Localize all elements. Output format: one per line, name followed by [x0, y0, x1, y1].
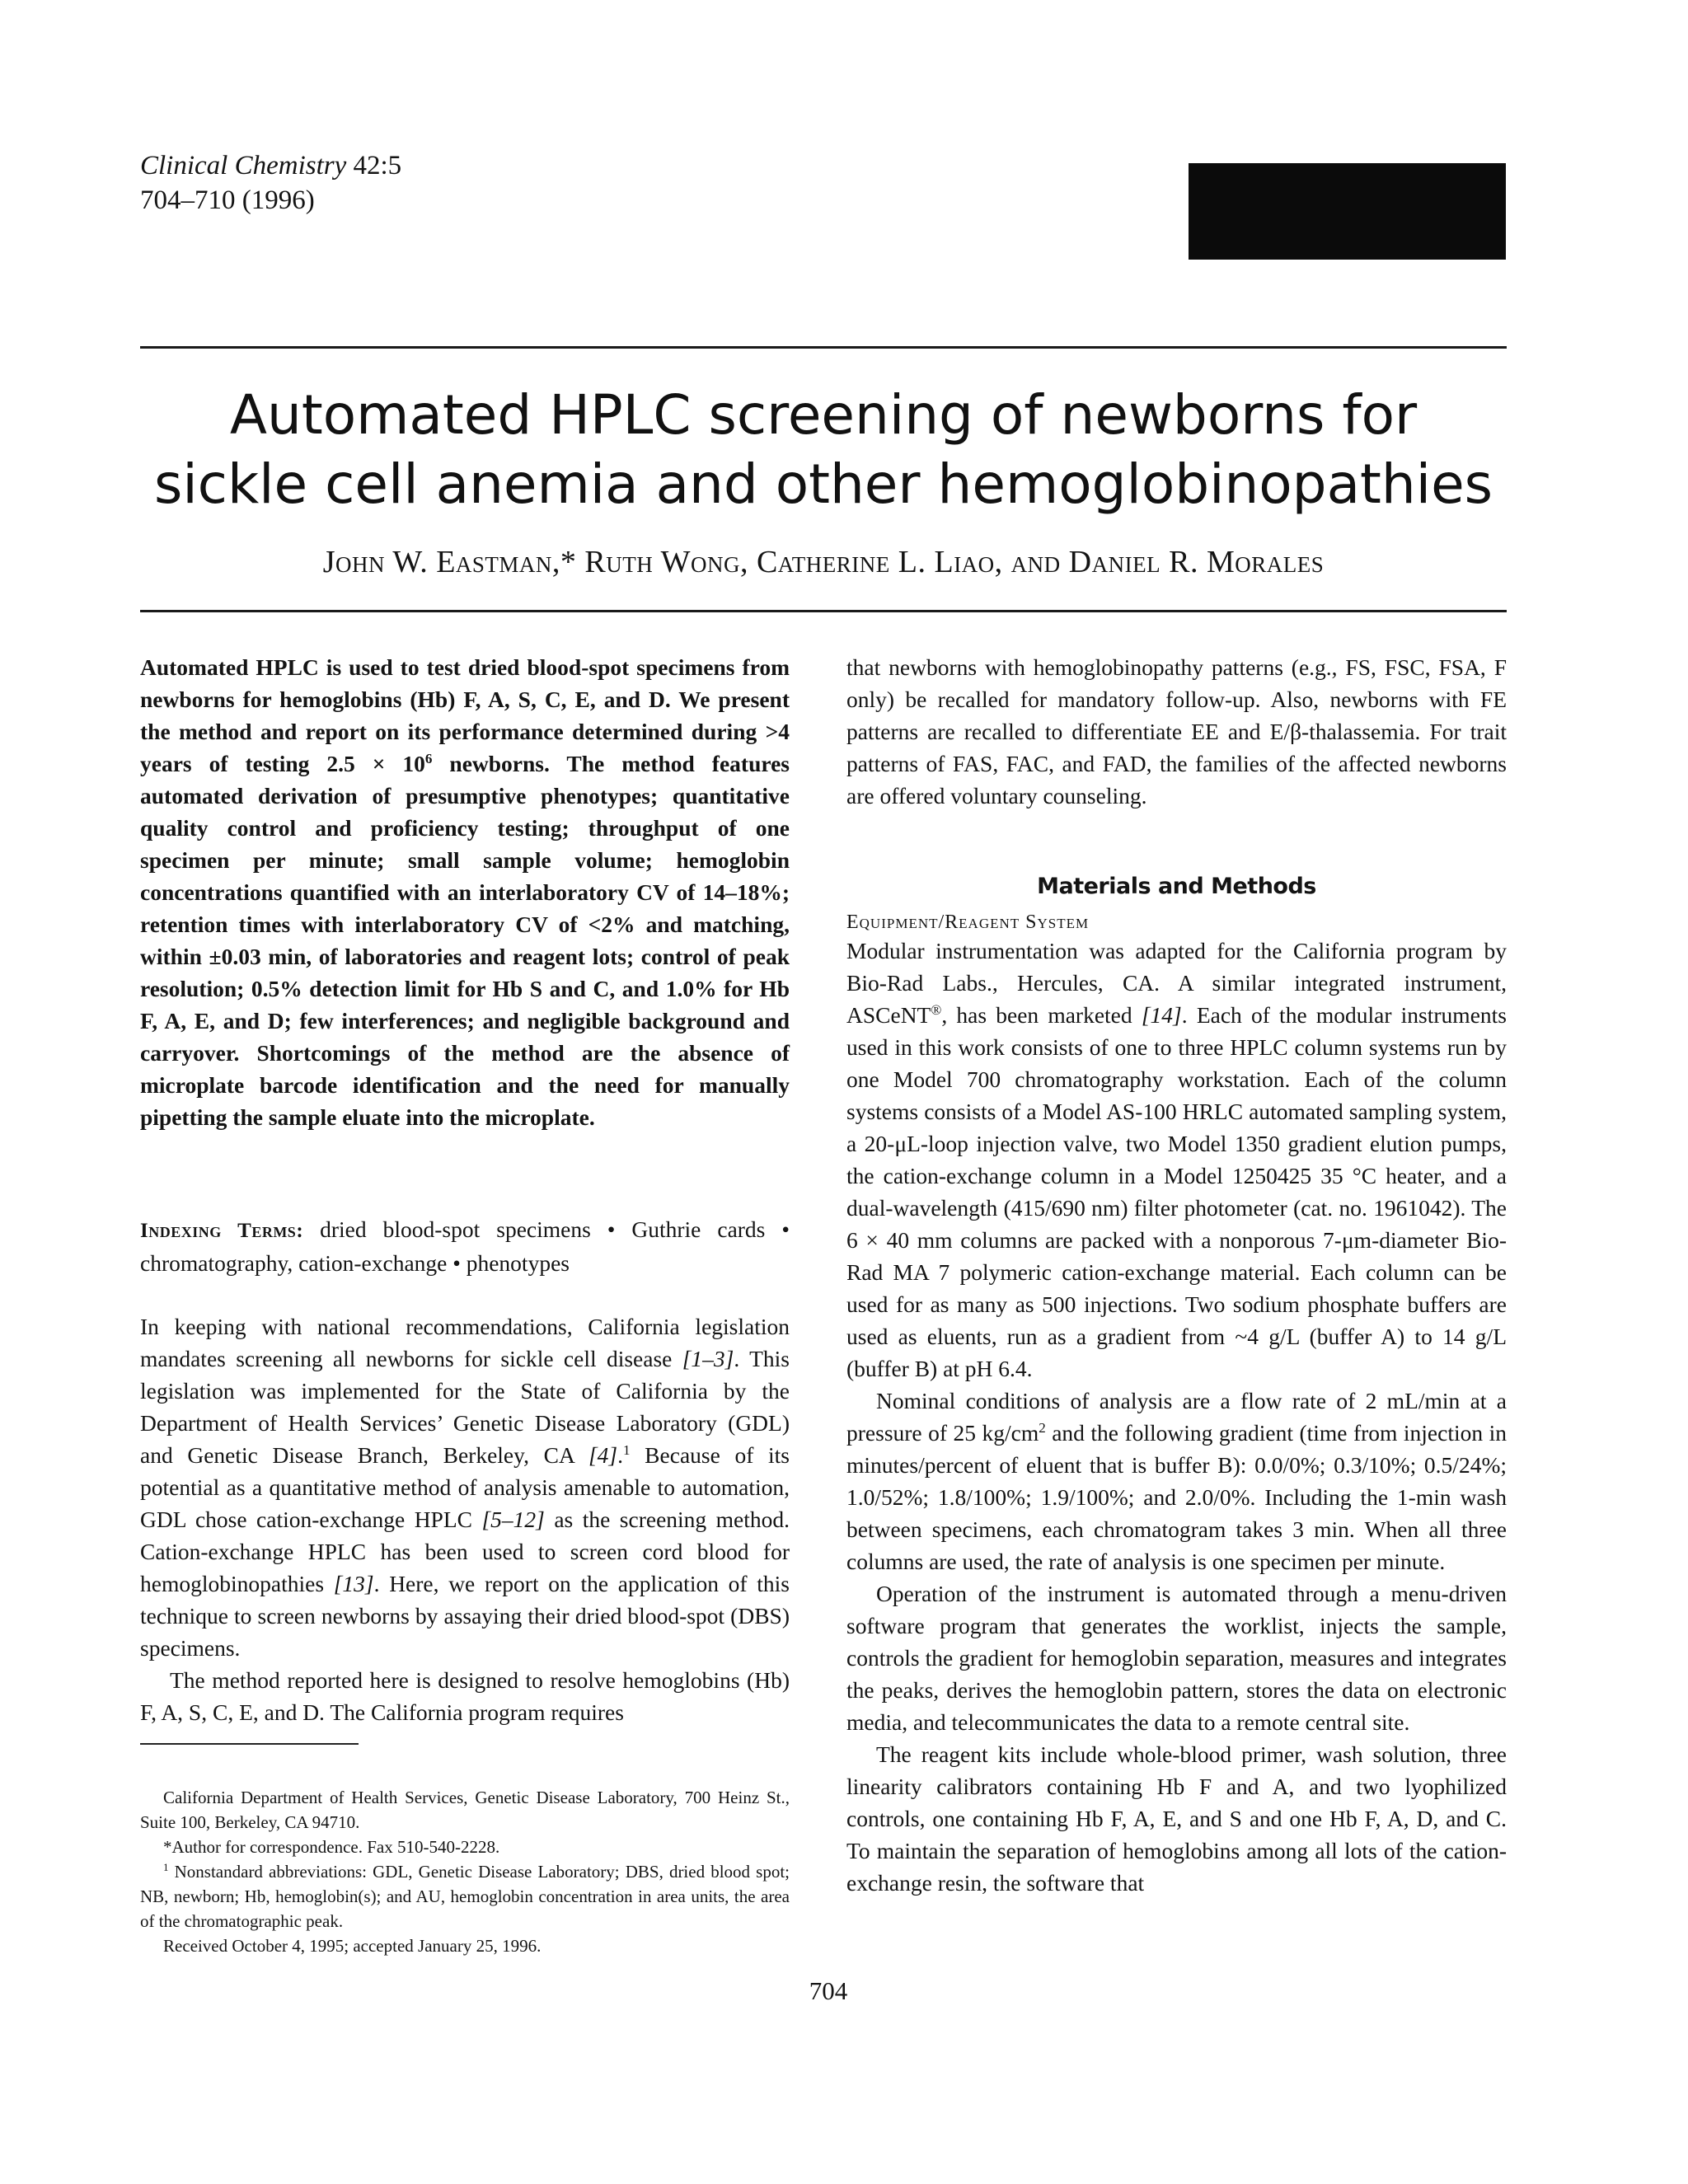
- abbreviations-note: [140, 1859, 790, 1933]
- abstract: [140, 651, 790, 1133]
- footnote-marker: 1: [623, 1441, 631, 1458]
- intro-text: Because of its potential as a quantitative method of analysis amenable to automation, GDL chose cation-exchange HPLC: [140, 1442, 790, 1532]
- citation: [5–12]: [481, 1507, 545, 1532]
- continuation-paragraph: that newborns with hemoglobinopathy patterns (e.g., FS, FSC, FSA, F only) be recalled for mandatory follow-up. Also, newborns with FE patterns are recalled to differentiate EE and E/β-thalassemia. For trait patterns of FAS, FAC, and FAD, the families of the affected newborns are offered voluntary counseling.: [846, 654, 1507, 808]
- abstract-superscript: 6: [424, 750, 433, 766]
- intro-text: .: [617, 1442, 624, 1468]
- introduction: [140, 1310, 790, 1728]
- indexing-label: Indexing Terms:: [140, 1220, 304, 1242]
- registered-mark: ®: [931, 1001, 942, 1018]
- affiliation-note: California Department of Health Services, Genetic Disease Laboratory, 700 Heinz St., Suite 100, Berkeley, CA 94710.: [140, 1788, 790, 1832]
- title-line-1: Automated HPLC screening of newborns for: [229, 383, 1418, 447]
- methods-text: and the following gradient (time from injection in minutes/percent of eluent that is buffer B): 0.0/0%; 0.3/10%; 0.5/24%; 1.0/52%; 1.8/100%; 1.9/100%; and 2.0/0%. Including the 1-min wash between specimens, each chromatogram takes 3 min. When all three columns are used, the rate of analysis is one specimen per minute.: [846, 1420, 1507, 1574]
- section-heading: Materials and Methods: [1037, 874, 1316, 899]
- citation: [4]: [588, 1442, 618, 1468]
- title-line-2: sickle cell anemia and other hemoglobinopathies: [153, 452, 1493, 516]
- volume-issue: 42:5: [353, 151, 402, 180]
- methods-text: Modular instrumentation was adapted for the California program by Bio-Rad Labs., Hercules, CA. A similar integrated instrument, ASCeNT: [846, 938, 1507, 1028]
- footnotes: [140, 1785, 790, 1958]
- citation: [14]: [1141, 1002, 1182, 1028]
- journal-name: Clinical Chemistry: [140, 151, 347, 180]
- methods-paragraph-4: The reagent kits include whole-blood primer, wash solution, three linearity calibrators containing Hb F and A, and two lyophilized controls, one containing Hb F, A, E, and S and one Hb F, A, D, and C. To maintain the separation of hemoglobins among all lots of the cation-exchange resin, the software that: [846, 1741, 1507, 1896]
- intro-paragraph-1: [140, 1310, 790, 1664]
- intro-paragraph-2: The method reported here is designed to resolve hemoglobins (Hb) F, A, S, C, E, and D. The California program requires: [140, 1667, 790, 1725]
- citation: [13]: [333, 1571, 374, 1596]
- author-list: John W. Eastman,* Ruth Wong, Catherine L. Liao, and Daniel R. Morales: [322, 545, 1325, 579]
- page-number: 704: [809, 1976, 848, 2005]
- methods-body: [846, 935, 1507, 1899]
- pages-year: 704–710 (1996): [140, 185, 315, 215]
- intro-text: as the screening method. Cation-exchange HPLC has been used to screen cord blood for hemoglobinopathies: [140, 1507, 790, 1596]
- abstract-text-a: Automated HPLC is used to test dried blood-spot specimens from newborns for hemoglobins (Hb) F, A, S, C, E, and D. We present the method and report on its performance determined during >4 years of testing 2.5 × 10: [140, 654, 790, 776]
- intro-text: . Here, we report on the application of this technique to screen newborns by assaying their dried blood-spot (DBS) specimens.: [140, 1571, 790, 1661]
- top-rule: [140, 346, 1507, 349]
- citation: [1–3]: [682, 1346, 734, 1371]
- right-column-continuation: [846, 651, 1507, 812]
- footnote-rule: [140, 1743, 359, 1745]
- title-bottom-rule: [140, 610, 1507, 612]
- methods-paragraph-3: Operation of the instrument is automated through a menu-driven software program that generates the worklist, injects the sample, controls the gradient for hemoglobin separation, measures and integrates the peaks, derives the hemoglobin pattern, stores the data on electronic media, and telecommunicates the data to a remote central site.: [846, 1581, 1507, 1735]
- methods-text: , has been marketed: [941, 1002, 1142, 1028]
- received-note: Received October 4, 1995; accepted January 25, 1996.: [163, 1936, 542, 1956]
- methods-text: . Each of the modular instruments used in this work consists of one to three HPLC column systems run by one Model 700 chromatography workstation. Each of the column systems consists of a Model AS-100 HRLC automated sampling system, a 20-μL-loop injection valve, two Model 1350 gradient elution pumps, the cation-exchange column in a Model 1250425 35 °C heater, and a dual-wavelength (415/690 nm) filter photometer (cat. no. 1961042). The 6 × 40 mm columns are packed with a nonporous 7-μm-diameter Bio-Rad MA 7 polymeric cation-exchange material. Each column can be used for as many as 500 injections. Two sodium phosphate buffers are used as eluents, run as a gradient from ~4 g/L (buffer A) to 14 g/L (buffer B) at pH 6.4.: [846, 1002, 1507, 1381]
- subsection-heading: Equipment/Reagent System: [846, 912, 1090, 933]
- methods-paragraph-1: [846, 935, 1507, 1385]
- intro-text: In keeping with national recommendations, California legislation mandates screening all newborns for sickle cell disease: [140, 1314, 790, 1371]
- superscript: 2: [1039, 1419, 1046, 1436]
- abbreviations-text: Nonstandard abbreviations: GDL, Genetic Disease Laboratory; DBS, dried blood spot; NB, newborn; Hb, hemoglobin(s); and AU, hemoglobin concentration in area units, the area of the chromatographic peak.: [140, 1862, 790, 1931]
- journal-header: [140, 148, 401, 218]
- indexing-terms: [140, 1213, 790, 1279]
- methods-text: Nominal conditions of analysis are a flow rate of 2 mL/min at a pressure of 25 kg/cm: [846, 1388, 1507, 1446]
- methods-paragraph-2: [846, 1385, 1507, 1577]
- abstract-text-b: newborns. The method features automated derivation of presumptive phenotypes; quantitative quality control and proficiency testing; throughput of one specimen per minute; small sample volume; hemoglobin concentrations quantified with an interlaboratory CV of 14–18%; retention times with interlaboratory CV of <2% and matching, within ±0.03 min, of laboratories and reagent lots; control of peak resolution; 0.5% detection limit for Hb S and C, and 1.0% for Hb F, A, E, and D; few interferences; and negligible background and carryover. Shortcomings of the method are the absence of microplate barcode identification and the need for manually pipetting the sample eluate into the microplate.: [140, 751, 790, 1130]
- footnote-number: 1: [163, 1861, 169, 1873]
- abstract-paragraph: [140, 651, 790, 1133]
- correspondence-note: *Author for correspondence. Fax 510-540-2228.: [163, 1837, 500, 1857]
- intro-text: . This legislation was implemented for the State of California by the Department of Health Services’ Genetic Disease Laboratory (GDL) and Genetic Disease Branch, Berkeley, CA: [140, 1346, 790, 1468]
- indexing-list: dried blood-spot specimens • Guthrie cards • chromatography, cation-exchange • phenotypes: [140, 1216, 790, 1276]
- article-title: [140, 381, 1507, 519]
- redaction-box: [1189, 163, 1506, 260]
